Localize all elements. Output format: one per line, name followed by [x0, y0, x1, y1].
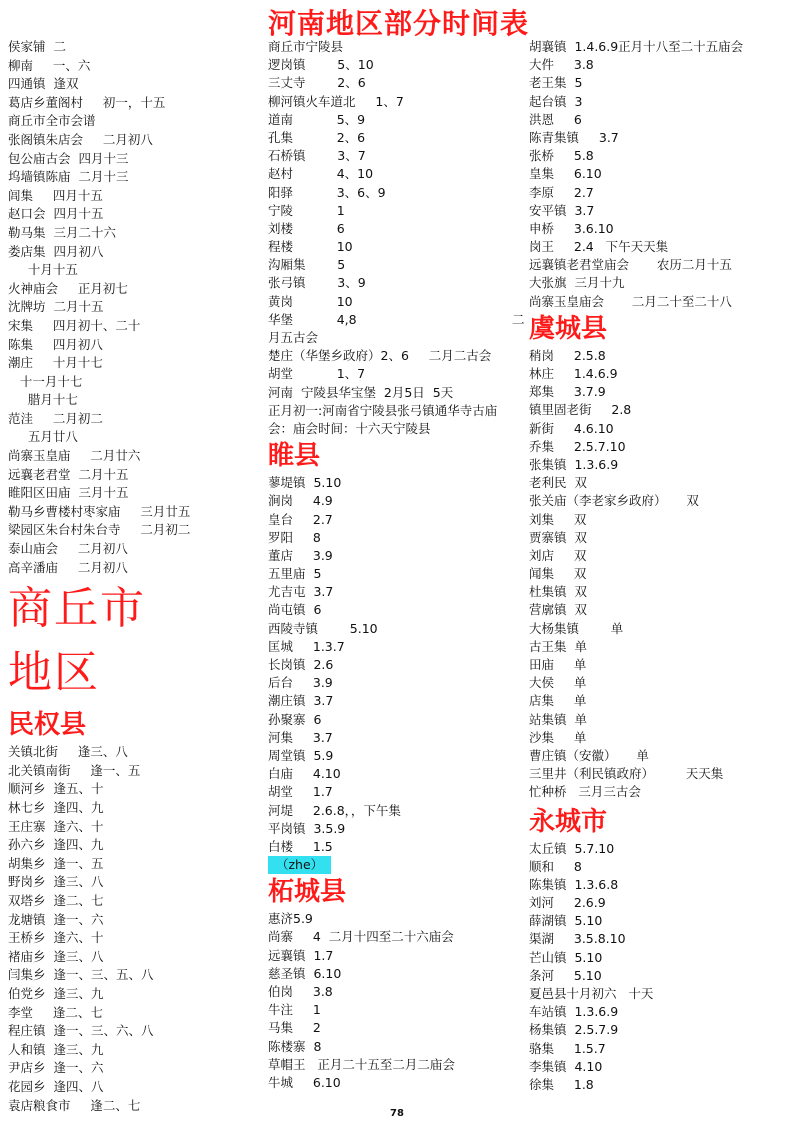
list-item: 陈青集镇 3.7 — [529, 129, 619, 145]
list-item: 慈圣镇 6.10 — [268, 965, 342, 981]
list-item: 牛注 1 — [268, 1002, 321, 1018]
column-1 — [8, 38, 258, 1115]
list-item: 河堤 2.6.8，，下午集 — [268, 802, 401, 818]
list-item: 胡堂 1、7 — [268, 366, 366, 382]
list-item: 皇台 2.7 — [268, 511, 333, 527]
list-item: 三丈寺 2、6 — [268, 75, 366, 91]
pinyin-highlight — [268, 856, 526, 874]
list-item: 关镇北街 逢三、八 — [8, 744, 128, 760]
highlight-label: （zhe） — [268, 856, 331, 874]
list-item: 董店 3.9 — [268, 547, 333, 563]
list-item: 起台镇 3 — [529, 93, 583, 109]
list-item: 尹店乡 逢一、六 — [8, 1060, 104, 1076]
list-item: 五月廿八 — [8, 429, 78, 445]
list-item: 石桥镇 3、7 — [268, 148, 366, 164]
list-item: 大件 3.8 — [529, 57, 594, 73]
list-item: 孙六乡 逢四、九 — [8, 837, 104, 853]
list-item: 后台 3.9 — [268, 675, 333, 691]
list-item: 大张旗 三月十九 — [529, 275, 625, 291]
list-item: 李原 2.7 — [529, 184, 594, 200]
county-heading-suixian: 睢县 — [268, 441, 321, 472]
list-item: 店集 单 — [529, 693, 587, 709]
list-item: 河南 宁陵县华宝堡 2月5日 5天 — [268, 384, 454, 400]
list-item: 河集 3.7 — [268, 729, 333, 745]
list-item: 宁陵 1 — [268, 202, 345, 218]
list-item: 伯党乡 逢三、九 — [8, 985, 104, 1001]
page-number: 78 — [390, 1108, 404, 1119]
county-heading-zhecheng: 柘城县 — [268, 877, 347, 908]
list-item: 双塔乡 逢二、七 — [8, 892, 104, 908]
list-item: 十月十五 — [8, 262, 78, 278]
list-item: 郑集 3.7.9 — [529, 384, 606, 400]
list-yongcheng — [529, 840, 791, 1095]
list-item: 张弓镇 3、9 — [268, 275, 366, 291]
list-item: 乔集 2.5.7.10 — [529, 438, 626, 454]
list-item: 远襄镇老君堂庙会 农历二月十五 — [529, 257, 732, 273]
list-item: 侯家铺 二 — [8, 39, 66, 54]
list-item: 闾集 四月十五 — [8, 187, 103, 203]
list-item: 正月初一:河南省宁陵县张弓镇通华寺古庙 — [268, 402, 498, 418]
list-item: 三里井（利民镇政府） 天天集 — [529, 766, 724, 782]
list-item: 白庙 4.10 — [268, 766, 341, 782]
list-item: 道南 5、9 — [268, 111, 366, 127]
list-item: 洪恩 6 — [529, 111, 582, 127]
list-item: 太丘镇 5.7.10 — [529, 840, 615, 856]
list-item: 车站镇 1.3.6.9 — [529, 1004, 619, 1020]
list-item: 条河 5.10 — [529, 967, 602, 983]
list-item: 白楼 1.5 — [268, 838, 333, 854]
list-item: 张阁镇朱店会 二月初八 — [8, 131, 153, 147]
list-item: 孔集 2、6 — [268, 129, 366, 145]
list-item: 张集镇 1.3.6.9 — [529, 456, 619, 472]
list-item: 镇里固老街 2.8 — [529, 402, 632, 418]
list-item: 刘集 双 — [529, 511, 587, 527]
list-item: 坞墙镇陈庙 二月十三 — [8, 169, 129, 185]
list-item: 勒马集 三月二十六 — [8, 224, 116, 240]
list-item: 沙集 单 — [529, 729, 587, 745]
list-item: 张关庙（李老家乡政府） 双 — [529, 493, 699, 509]
list-item: 林七乡 逢四、九 — [8, 800, 104, 815]
list-item: 稍岗 2.5.8 — [529, 347, 606, 363]
list-item: 潮庄镇 3.7 — [268, 693, 334, 709]
list-item: 程庄镇 逢一、三、六、八 — [8, 1023, 154, 1039]
list-item: 胡集乡 逢一、五 — [8, 855, 104, 871]
list-item: 楚庄（华堡乡政府）2、6 二月二古会 — [268, 348, 492, 364]
list-item: 柳河镇火车道北 1、7 — [268, 93, 404, 109]
county-heading-yongcheng: 永城市 — [529, 806, 608, 837]
list-item: 安平镇 3.7 — [529, 202, 595, 218]
list-item: 蓼堤镇 5.10 — [268, 475, 342, 491]
list-item: 勒马乡曹楼村枣家庙 三月廿五 — [8, 503, 191, 519]
county-heading-minquan: 民权县 — [8, 710, 87, 741]
list-item: 睢阳区田庙 三月十五 — [8, 485, 129, 501]
list-item: 赵口会 四月十五 — [8, 206, 104, 222]
list-item: 胡堂 1.7 — [268, 784, 333, 800]
list-item: 葛店乡董阁村 初一，十五 — [8, 94, 166, 110]
list-item: 商丘市宁陵县 — [268, 39, 344, 54]
list-item: 杨集镇 2.5.7.9 — [529, 1022, 619, 1038]
list-item: 腊月十七 — [8, 392, 78, 408]
list-item: 火神庙会 正月初七 — [8, 280, 128, 296]
list-item: 陈集镇 1.3.6.8 — [529, 876, 619, 892]
list-item: 阳驿 3、6、9 — [268, 184, 386, 200]
list-item: 罗阳 8 — [268, 529, 321, 545]
list-item: 草帽王 正月二十五至二月二庙会 — [268, 1056, 455, 1072]
list-item: 闫集乡 逢一、三、五、八 — [8, 967, 154, 983]
list-item: 宋集 四月初十、二十 — [8, 317, 141, 333]
list-item: 营廓镇 双 — [529, 602, 587, 618]
list-item: 尚屯镇 6 — [268, 602, 322, 618]
list-item: 古王集 单 — [529, 638, 587, 654]
stray-mark: 二 — [512, 312, 525, 327]
list-item: 徐集 1.8 — [529, 1076, 594, 1092]
list-item: 十一月十七 — [8, 373, 83, 389]
list-item: 牛城 6.10 — [268, 1074, 341, 1090]
list-ningling — [268, 38, 526, 438]
list-item: 站集镇 单 — [529, 711, 587, 727]
list-item: 胡襄镇 1.4.6.9正月十八至二十五庙会 — [529, 39, 744, 54]
list-item: 顺和 8 — [529, 858, 582, 874]
list-item: 月五古会 — [268, 330, 319, 345]
list-item: 涧岗 4.9 — [268, 493, 333, 509]
list-item: 四通镇 逢双 — [8, 76, 79, 92]
list-item: 申桥 3.6.10 — [529, 220, 614, 236]
list-item: 西陵寺镇 5.10 — [268, 620, 378, 636]
list-item: 尚寨玉皇庙会 二月二十至二十八 — [529, 293, 732, 309]
list-item: 北关镇南街 逢一、五 — [8, 762, 141, 778]
list-item: 老利民 双 — [529, 475, 587, 491]
list-item: 泰山庙会 二月初八 — [8, 541, 128, 557]
list-item: 刘店 双 — [529, 547, 587, 563]
list-item: 逻岗镇 5、10 — [268, 57, 374, 73]
big-region-title-2: 地区 — [8, 647, 100, 699]
list-item: 袁店粮食市 逢二、七 — [8, 1097, 141, 1113]
list-item: 薛湖镇 5.10 — [529, 913, 603, 929]
list-top-3 — [529, 38, 791, 311]
list-item: 芒山镇 5.10 — [529, 949, 603, 965]
list-minquan — [8, 743, 258, 1115]
county-heading-yucheng: 虞城县 — [529, 313, 608, 344]
list-item: 范洼 二月初二 — [8, 410, 103, 426]
list-item: 褚庙乡 逢三、八 — [8, 948, 104, 964]
list-item: 长岗镇 2.6 — [268, 657, 334, 672]
list-item: 尚寨玉皇庙 二月廿六 — [8, 448, 141, 464]
list-item: 程楼 10 — [268, 239, 353, 255]
list-item: 沟厢集 5 — [268, 257, 346, 273]
column-2 — [268, 38, 526, 1092]
list-item: 五里庙 5 — [268, 566, 322, 582]
list-zhecheng — [268, 910, 526, 1092]
list-item: 林庄 1.4.6.9 — [529, 366, 618, 381]
list-item: 花园乡 逢四、八 — [8, 1078, 104, 1094]
list-item: 沈牌坊 二月十五 — [8, 299, 104, 315]
list-item: 马集 2 — [268, 1020, 321, 1036]
list-item: 平岗镇 3.5.9 — [268, 820, 346, 836]
list-item: 野岗乡 逢三、八 — [8, 874, 104, 890]
list-item: 华堡 4,8 — [268, 311, 357, 327]
list-item: 曹庄镇（安徽） 单 — [529, 747, 649, 763]
list-item: 陈集 四月初八 — [8, 336, 103, 352]
list-item: 老王集 5 — [529, 75, 583, 91]
list-item: 岗王 2.4 下午天天集 — [529, 239, 669, 255]
list-item: 张桥 5.8 — [529, 148, 594, 164]
big-region-title-1: 商丘市 — [8, 583, 146, 635]
list-item: 梁园区朱台村朱台寺 二月初二 — [8, 522, 191, 538]
column-3 — [529, 38, 791, 1094]
list-item: 贾寨镇 双 — [529, 529, 587, 545]
list-item: 高辛潘庙 二月初八 — [8, 559, 128, 575]
list-top — [8, 38, 258, 577]
list-item: 远襄镇 1.7 — [268, 947, 334, 963]
list-item: 杜集镇 双 — [529, 584, 587, 600]
list-item: 伯岗 3.8 — [268, 984, 333, 999]
list-item: 商丘市全市会谱 — [8, 113, 96, 129]
list-item: 新街 4.6.10 — [529, 420, 614, 436]
page-title: 河南地区部分时间表 — [268, 7, 530, 40]
list-item: 夏邑县十月初六 十天 — [529, 986, 654, 1001]
list-item: 尤吉屯 3.7 — [268, 584, 334, 600]
list-item: 娄店集 四月初八 — [8, 243, 104, 259]
list-item: 柳南 一、六 — [8, 57, 91, 73]
list-item: 陈楼寨 8 — [268, 1038, 322, 1054]
list-item: 大杨集镇 单 — [529, 620, 624, 636]
list-item: 惠济5.9 — [268, 911, 313, 927]
list-item: 赵村 4、10 — [268, 166, 374, 182]
list-item: 包公庙古会 四月十三 — [8, 150, 129, 166]
list-item: 忙种桥 三月三古会 — [529, 784, 641, 800]
list-item: 闻集 双 — [529, 566, 587, 582]
list-item: 刘楼 6 — [268, 220, 345, 236]
list-item: 渠湖 3.5.8.10 — [529, 931, 626, 947]
list-suixian — [268, 474, 526, 856]
list-item: 李集镇 4.10 — [529, 1058, 603, 1074]
list-item: 王桥乡 逢六、十 — [8, 930, 104, 946]
list-item: 骆集 1.5.7 — [529, 1040, 606, 1056]
list-item: 刘河 2.6.9 — [529, 895, 606, 911]
list-item: 尚寨 4 二月十四至二十六庙会 — [268, 929, 454, 945]
list-item: 李堂 逢二、七 — [8, 1004, 103, 1020]
list-yucheng — [529, 347, 791, 802]
list-item: 潮庄 十月十七 — [8, 355, 103, 371]
list-item: 会：庙会时间：十六天宁陵县 — [268, 420, 431, 436]
list-item: 王庄寨 逢六、十 — [8, 818, 104, 834]
list-item: 周堂镇 5.9 — [268, 747, 334, 763]
list-item: 田庙 单 — [529, 657, 587, 672]
list-item: 大侯 单 — [529, 675, 587, 691]
list-item: 皇集 6.10 — [529, 166, 602, 182]
list-item: 顺河乡 逢五、十 — [8, 781, 104, 797]
list-item: 黄岗 10 — [268, 293, 353, 309]
list-item: 孙聚寨 6 — [268, 711, 322, 727]
list-item: 人和镇 逢三、九 — [8, 1041, 104, 1057]
list-item: 匡城 1.3.7 — [268, 638, 345, 654]
list-item: 龙塘镇 逢一、六 — [8, 911, 104, 927]
list-item: 远襄老君堂 二月十五 — [8, 466, 129, 482]
